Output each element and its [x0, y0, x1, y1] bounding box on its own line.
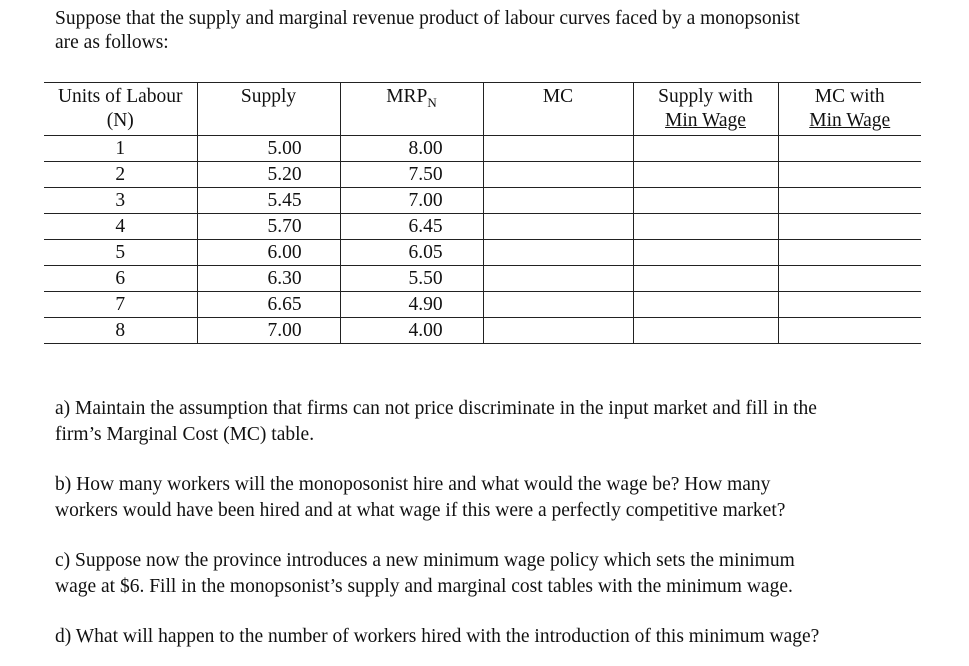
header-mc-min-wage: [778, 83, 921, 136]
header-mrp-subscript: N: [427, 94, 437, 110]
question-d-line1: d) What will happen to the number of workers hired with the introduction of this minimum wage?: [55, 626, 820, 647]
cell-mrp: 5.50: [340, 266, 483, 292]
cell-mc: [483, 136, 633, 162]
table-row: [44, 136, 921, 162]
cell-mc: [483, 162, 633, 188]
header-units-line1: Units of Labour: [57, 86, 183, 107]
cell-supply: 5.45: [197, 188, 340, 214]
header-mc: [483, 83, 633, 136]
cell-mc-min: [778, 162, 921, 188]
question-a: [55, 396, 935, 448]
cell-supply: 5.00: [197, 136, 340, 162]
cell-units: 1: [44, 136, 197, 162]
header-supply: [197, 83, 340, 136]
cell-mrp: 6.45: [340, 214, 483, 240]
intro-paragraph: [55, 7, 935, 55]
table-header-row: [44, 83, 921, 136]
header-units: [44, 83, 197, 136]
cell-supply: 5.70: [197, 214, 340, 240]
cell-units: 4: [44, 214, 197, 240]
cell-mc: [483, 292, 633, 318]
table-row: [44, 214, 921, 240]
cell-units: 2: [44, 162, 197, 188]
question-c-line2: wage at $6. Fill in the monopsonist’s supply and marginal cost tables with the minimum wage.: [55, 576, 793, 597]
cell-mc-min: [778, 136, 921, 162]
cell-mc-min: [778, 188, 921, 214]
cell-mc-min: [778, 214, 921, 240]
header-supply-label: Supply: [240, 86, 297, 107]
header-mrp-label: MRP: [386, 86, 428, 107]
cell-supply-min: [633, 214, 778, 240]
cell-mrp: 8.00: [340, 136, 483, 162]
table-row: [44, 266, 921, 292]
cell-mrp: 7.50: [340, 162, 483, 188]
question-a-line1: a) Maintain the assumption that firms can not price discriminate in the input market and fill in the: [55, 398, 817, 419]
header-mc-label: MC: [542, 86, 574, 107]
table-row: [44, 318, 921, 344]
header-supply-min-line1: Supply with: [658, 86, 753, 107]
cell-mc-min: [778, 318, 921, 344]
cell-mrp: 4.00: [340, 318, 483, 344]
cell-mc: [483, 188, 633, 214]
table-row: [44, 188, 921, 214]
cell-mc-min: [778, 292, 921, 318]
question-b-line1: b) How many workers will the monoposonist hire and what would the wage be? How many: [55, 474, 771, 495]
cell-mc-min: [778, 240, 921, 266]
cell-supply-min: [633, 318, 778, 344]
cell-units: 5: [44, 240, 197, 266]
cell-supply-min: [633, 136, 778, 162]
cell-mc: [483, 266, 633, 292]
cell-mc-min: [778, 266, 921, 292]
intro-line-1: Suppose that the supply and marginal revenue product of labour curves faced by a monopsonist: [55, 8, 800, 29]
cell-supply: 5.20: [197, 162, 340, 188]
header-mc-min-line1: MC with: [814, 86, 885, 107]
question-c-line1: c) Suppose now the province introduces a new minimum wage policy which sets the minimum: [55, 550, 795, 571]
header-mc-min-line2: Min Wage: [809, 110, 891, 131]
cell-mrp: 4.90: [340, 292, 483, 318]
question-b-line2: workers would have been hired and at what wage if this were a perfectly competitive market?: [55, 500, 786, 521]
questions-section: [55, 396, 935, 650]
cell-units: 7: [44, 292, 197, 318]
cell-supply-min: [633, 292, 778, 318]
header-supply-min-line2: Min Wage: [665, 110, 746, 131]
cell-units: 6: [44, 266, 197, 292]
cell-supply-min: [633, 240, 778, 266]
cell-supply-min: [633, 188, 778, 214]
cell-supply: 6.65: [197, 292, 340, 318]
cell-mc: [483, 240, 633, 266]
question-c: [55, 548, 935, 600]
cell-supply: 6.00: [197, 240, 340, 266]
cell-supply: 7.00: [197, 318, 340, 344]
cell-mc: [483, 214, 633, 240]
cell-mc: [483, 318, 633, 344]
cell-units: 8: [44, 318, 197, 344]
header-supply-min-wage: [633, 83, 778, 136]
table-row: [44, 240, 921, 266]
table-row: [44, 292, 921, 318]
cell-supply-min: [633, 266, 778, 292]
header-mrp: [340, 83, 483, 136]
intro-line-2: are as follows:: [55, 32, 169, 53]
cell-mrp: 7.00: [340, 188, 483, 214]
cell-supply: 6.30: [197, 266, 340, 292]
question-a-line2: firm’s Marginal Cost (MC) table.: [55, 424, 315, 445]
cell-supply-min: [633, 162, 778, 188]
table-row: [44, 162, 921, 188]
labour-table: [44, 82, 921, 344]
cell-mrp: 6.05: [340, 240, 483, 266]
header-units-line2: (N): [106, 110, 134, 131]
question-b: [55, 472, 935, 524]
question-d: [55, 624, 935, 650]
cell-units: 3: [44, 188, 197, 214]
